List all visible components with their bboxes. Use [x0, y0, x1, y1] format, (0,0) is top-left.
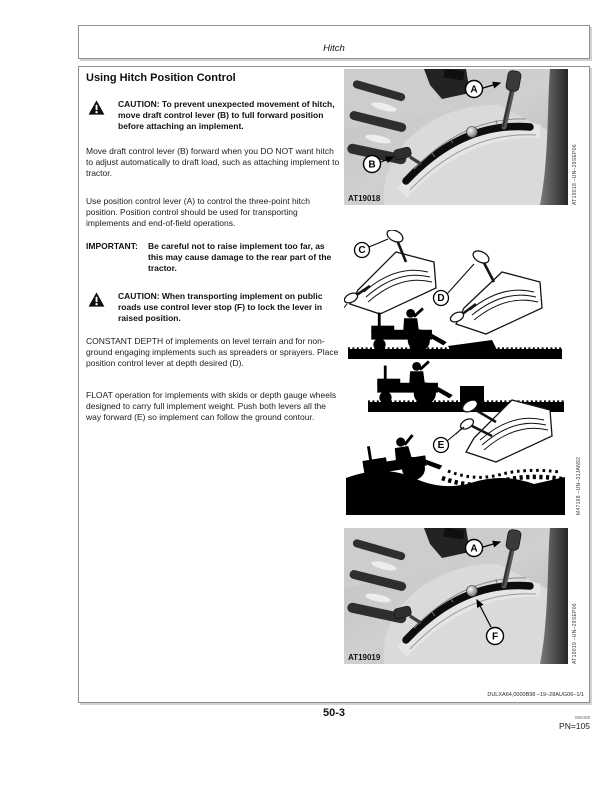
figure-2-side-caption: M47168 –UN–31JAN92	[576, 456, 582, 515]
document-code: DULXA64,0000B98 –19–28AUG06–1/1	[487, 692, 584, 698]
important-text: Be careful not to raise implement too far, as this may cause damage to the rear part of the tractor.	[148, 241, 332, 273]
svg-text:A: A	[470, 543, 478, 555]
paragraph-float: FLOAT operation for implements with skids or depth gauge wheels designed to carry full implement weight. Push both levers all the way forward (E) so implement can follow the ground contour.	[86, 390, 337, 422]
svg-text:F: F	[491, 631, 499, 643]
paragraph-draft-lever: Move draft control lever (B) forward when you DO NOT want hitch to adjust automatically to draft load, such as attaching implement to tractor.	[86, 146, 340, 178]
photo-id-label: AT19019	[348, 653, 381, 662]
figure-hitch-levers-photo-2	[344, 528, 568, 664]
figure-lever-positions-lineart	[344, 230, 568, 515]
important-label: IMPORTANT:	[86, 241, 138, 251]
warning-triangle-icon	[88, 100, 105, 115]
caution-block-2	[88, 291, 344, 324]
svg-text:E: E	[437, 440, 445, 451]
paragraph-position-lever: Use position control lever (A) to control the three-point hitch position. Position control should be used for transporting implements and end-of-field operations.	[86, 196, 310, 228]
figure-1-side-caption: AT19018 –UN–29SEP06	[572, 144, 578, 205]
page-number: 50-3	[322, 707, 346, 719]
caution-block-1	[88, 99, 344, 132]
print-code: 060408	[574, 715, 590, 720]
paragraph-constant-depth: CONSTANT DEPTH of implements on level terrain and for non-ground engaging implements such as spreaders or sprayers. Place position control lever at depth desired (D).	[86, 336, 339, 368]
figure-3-side-caption: AT19019 –UN–29SEP06	[572, 603, 578, 664]
caution-1-text: CAUTION: To prevent unexpected movement of hitch, move draft control lever (B) to full forward position before attaching an implement.	[118, 99, 335, 131]
section-label: Hitch	[323, 43, 345, 54]
page-title: Using Hitch Position Control	[86, 72, 236, 84]
svg-text:D: D	[437, 293, 445, 304]
photo-id-label: AT19018	[348, 194, 381, 203]
running-header	[78, 25, 590, 59]
svg-text:C: C	[358, 245, 366, 256]
pn-label: PN=105	[559, 721, 590, 731]
important-block	[86, 241, 344, 274]
figure-hitch-levers-photo-1	[344, 69, 568, 205]
svg-text:B: B	[368, 159, 376, 171]
svg-text:A: A	[470, 84, 478, 96]
warning-triangle-icon	[88, 292, 105, 307]
caution-2-text: CAUTION: When transporting implement on public roads use control lever stop (F) to lock the lever in raised position.	[118, 291, 323, 323]
